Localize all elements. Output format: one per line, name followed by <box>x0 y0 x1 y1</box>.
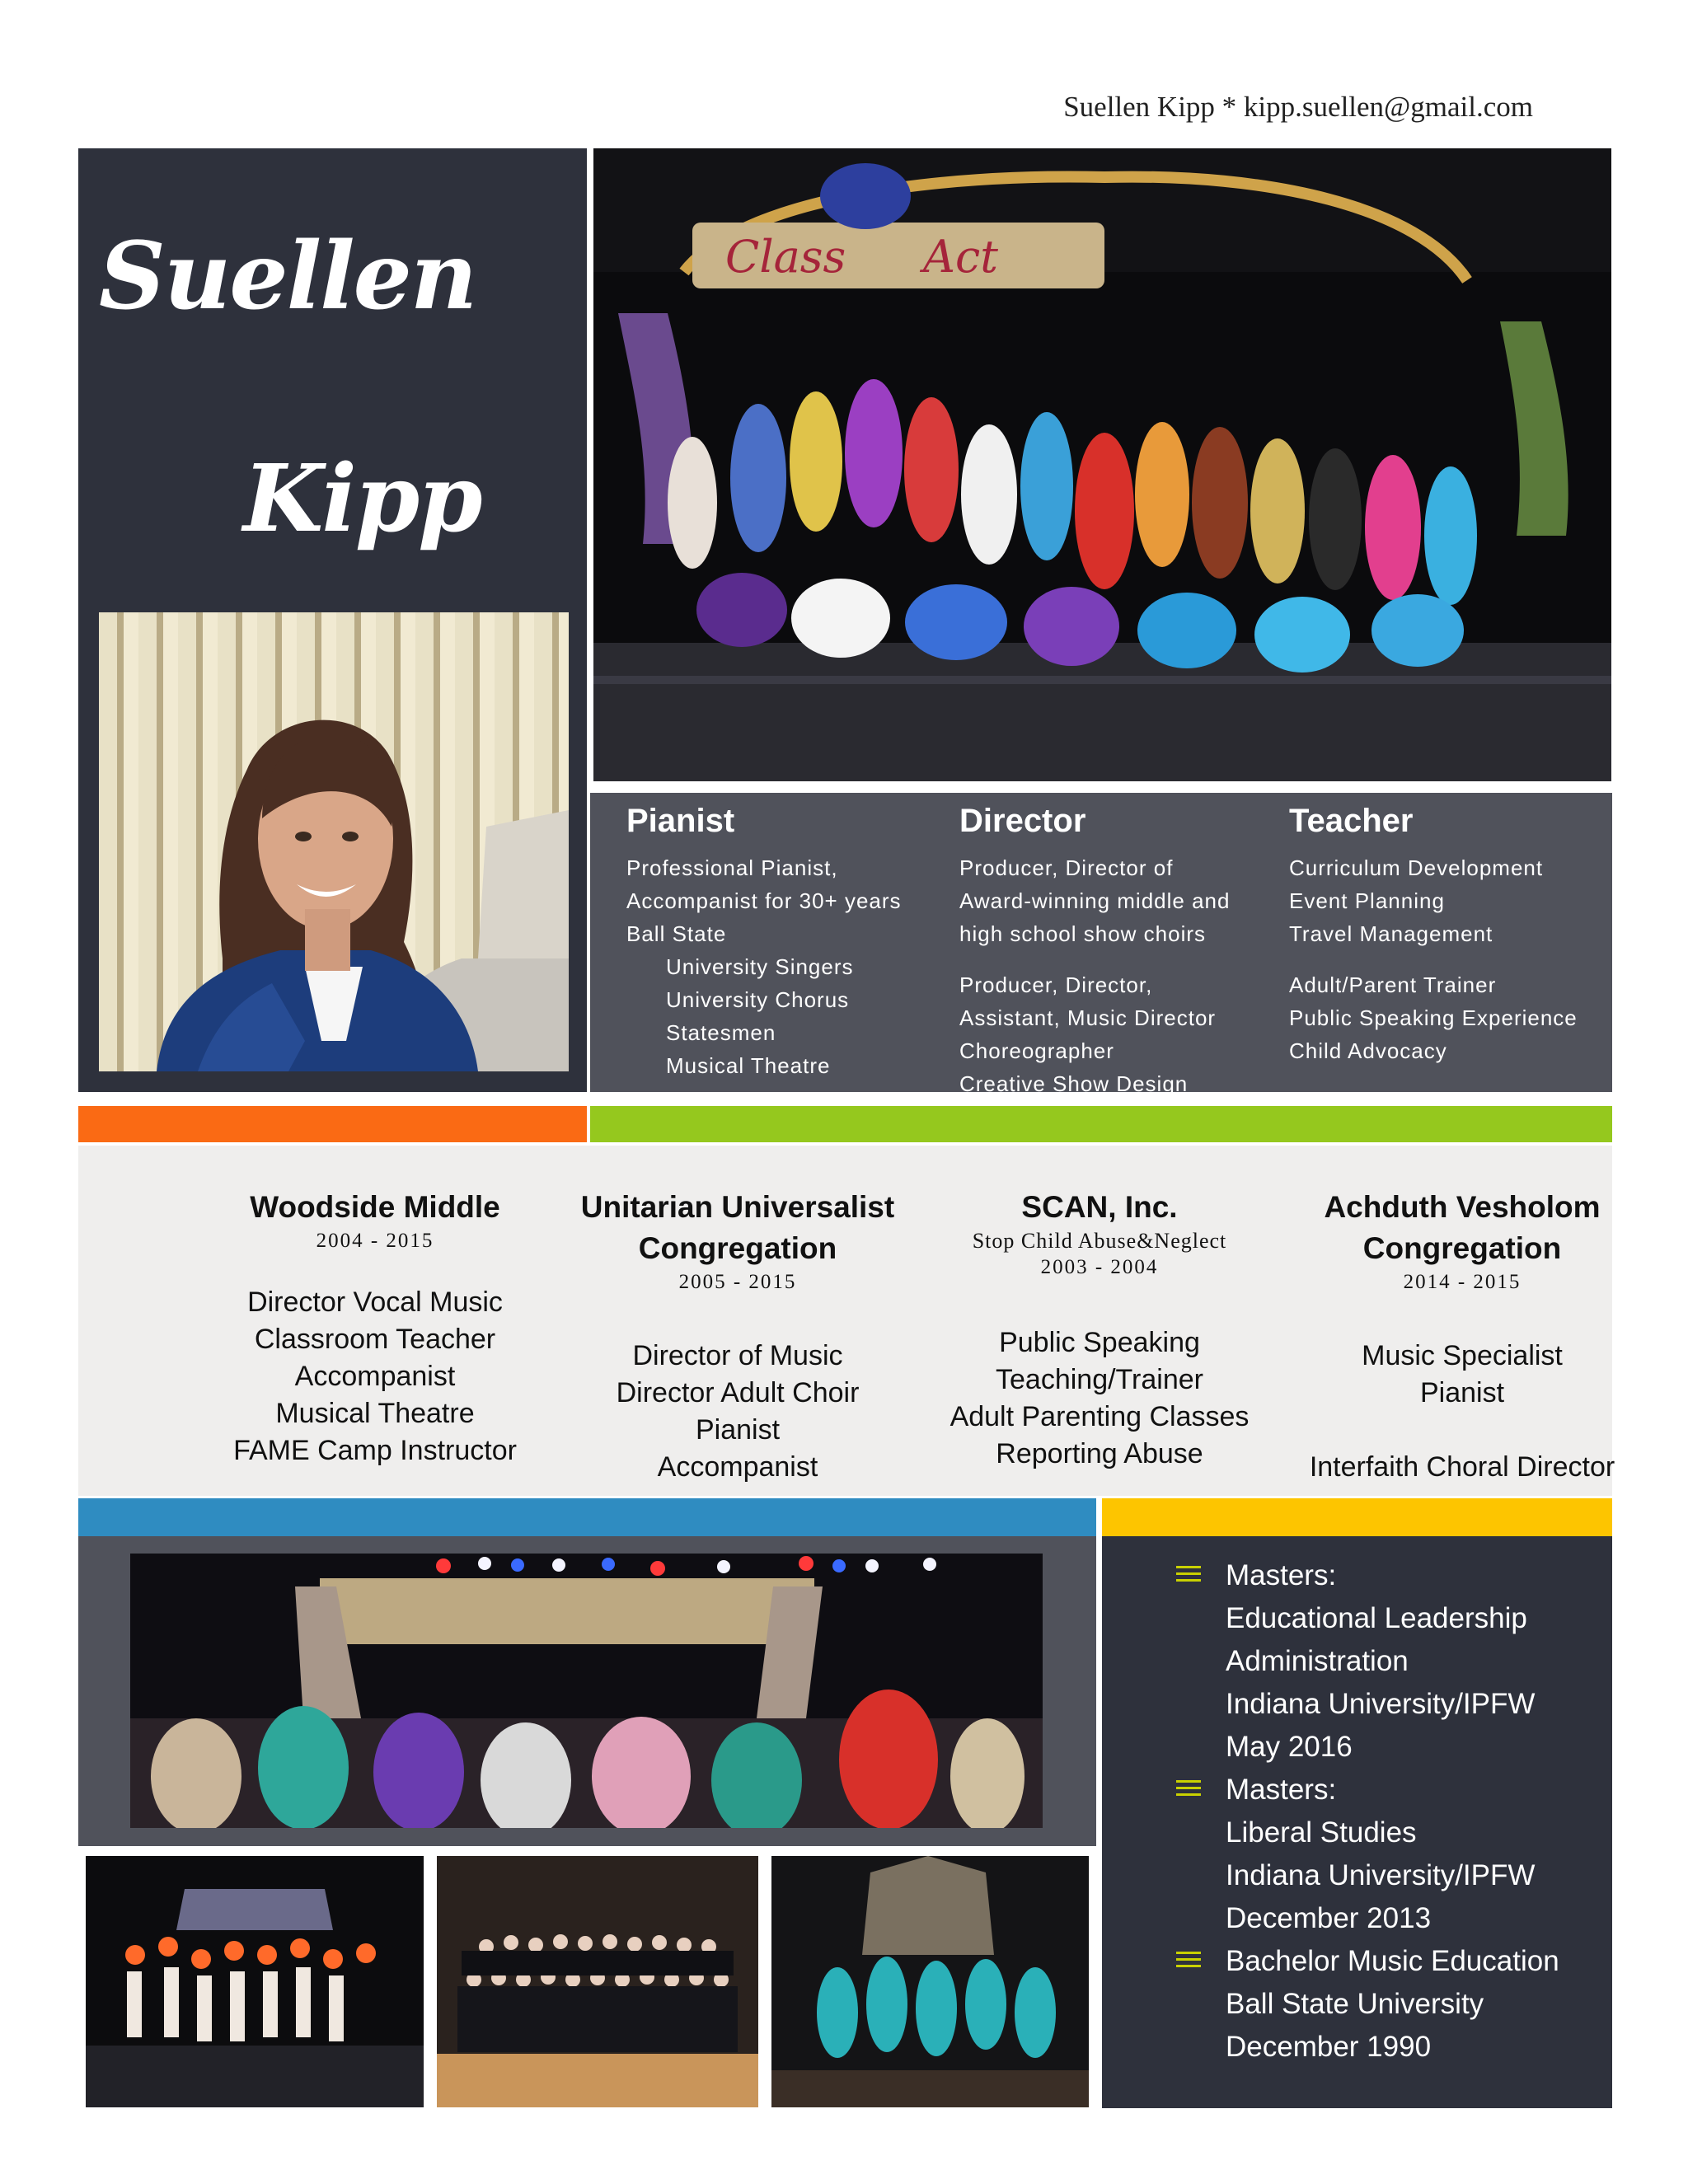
portrait-photo <box>99 612 569 1071</box>
experience-dates: 2005 - 2015 <box>678 1271 797 1293</box>
role-title: Pianist <box>626 803 735 839</box>
experience-role: Director of Music <box>632 1340 843 1371</box>
education-line: December 2013 <box>1226 1902 1432 1934</box>
experience-title: Unitarian Universalist <box>580 1190 895 1224</box>
orange-divider <box>78 1106 587 1142</box>
svg-text:Act: Act <box>923 231 998 283</box>
education-item <box>1176 1940 1605 2069</box>
role-teacher <box>1289 803 1578 1067</box>
experience-role: Accompanist <box>657 1451 818 1483</box>
experience-woodside <box>194 1187 556 1469</box>
green-divider <box>590 1106 1612 1142</box>
education-line: December 1990 <box>1226 2031 1432 2063</box>
education-line: Educational Leadership <box>1226 1602 1527 1634</box>
experience-subtitle: Stop Child Abuse&Neglect <box>972 1229 1227 1253</box>
role-line: Professional Pianist, <box>626 855 838 880</box>
experience-title: Woodside Middle <box>250 1190 500 1224</box>
role-director <box>959 803 1230 1100</box>
role-line: Child Advocacy <box>1289 1038 1447 1063</box>
role-line: Travel Management <box>1289 921 1493 946</box>
role-line: high school show choirs <box>959 921 1207 946</box>
contact-header: Suellen Kipp * kipp.suellen@gmail.com <box>1063 91 1533 123</box>
role-title: Teacher <box>1289 803 1414 839</box>
experience-role: Teaching/Trainer <box>996 1364 1203 1395</box>
yellow-divider <box>1102 1498 1612 1536</box>
last-name: Kipp <box>243 445 481 553</box>
experience-role: Director Adult Choir <box>616 1377 860 1408</box>
experience-scan <box>918 1187 1281 1473</box>
experience-role: Reporting Abuse <box>996 1438 1203 1469</box>
role-line: Curriculum Development <box>1289 855 1544 880</box>
role-line: Event Planning <box>1289 888 1445 913</box>
education-list <box>1176 1554 1605 2069</box>
education-line: May 2016 <box>1226 1731 1353 1763</box>
education-line: Masters: <box>1226 1559 1337 1591</box>
role-line: Assistant, Music Director <box>959 1005 1217 1030</box>
role-line: University Chorus <box>666 987 850 1012</box>
experience-role: Public Speaking <box>999 1327 1200 1358</box>
role-line: Producer, Director of <box>959 855 1174 880</box>
experience-role: Pianist <box>1419 1377 1505 1408</box>
education-line: Masters: <box>1226 1774 1337 1806</box>
experience-role: Pianist <box>695 1414 781 1446</box>
role-line: Statesmen <box>666 1020 776 1045</box>
experience-dates: 2003 - 2004 <box>1040 1256 1159 1278</box>
list-bullet-icon <box>1176 1780 1201 1800</box>
experience-section <box>78 1146 1615 1496</box>
experience-title: Congregation <box>1362 1231 1562 1265</box>
role-line: Creative Show Design <box>959 1071 1189 1096</box>
education-line: Administration <box>1226 1645 1409 1677</box>
experience-role: Musical Theatre <box>275 1398 475 1429</box>
role-line: Ball State <box>626 921 727 946</box>
role-line: Award-winning middle and <box>959 888 1231 913</box>
experience-role: Director Vocal Music <box>247 1286 503 1318</box>
choir-group-photo <box>437 1856 758 2107</box>
role-line: Public Speaking Experience <box>1289 1005 1578 1030</box>
experience-dates: 2004 - 2015 <box>316 1230 434 1252</box>
first-name: Suellen <box>99 223 476 330</box>
show-choir-stage-photo <box>593 148 1611 781</box>
education-item <box>1176 1769 1605 1940</box>
experience-title: Achduth Vesholom <box>1324 1190 1601 1224</box>
education-line: Indiana University/IPFW <box>1226 1859 1536 1891</box>
role-pianist <box>626 803 902 1082</box>
education-line: Indiana University/IPFW <box>1226 1688 1536 1720</box>
education-panel <box>1102 1536 1612 2108</box>
experience-title: SCAN, Inc. <box>1021 1190 1178 1224</box>
experience-achduth <box>1281 1187 1643 1486</box>
experience-dates: 2014 - 2015 <box>1403 1271 1522 1293</box>
list-bullet-icon <box>1176 1566 1201 1586</box>
costumed-group-photo <box>771 1856 1089 2107</box>
education-line: Liberal Studies <box>1226 1816 1417 1849</box>
experience-unitarian <box>556 1187 919 1486</box>
education-line: Ball State University <box>1226 1988 1484 2020</box>
role-title: Director <box>959 803 1086 839</box>
role-line: Accompanist for 30+ years <box>626 888 902 913</box>
blue-divider <box>78 1498 1096 1536</box>
experience-role: Classroom Teacher <box>254 1324 496 1355</box>
role-line: Musical Theatre <box>666 1053 831 1078</box>
experience-role: Adult Parenting Classes <box>950 1401 1250 1432</box>
role-line: University Singers <box>666 954 854 979</box>
education-line: Bachelor Music Education <box>1226 1945 1559 1977</box>
show-choir-dance-photo <box>86 1856 424 2107</box>
experience-role: FAME Camp Instructor <box>233 1435 517 1466</box>
role-line: Adult/Parent Trainer <box>1289 972 1497 997</box>
svg-text:Class: Class <box>725 231 846 283</box>
experience-role: Accompanist <box>294 1361 456 1392</box>
experience-role: Interfaith Choral Director <box>1309 1451 1615 1483</box>
list-bullet-icon <box>1176 1952 1201 1971</box>
role-line: Producer, Director, <box>959 972 1153 997</box>
roles-band <box>590 793 1612 1096</box>
show-choir-performance-photo <box>130 1554 1043 1828</box>
experience-role: Music Specialist <box>1362 1340 1563 1371</box>
experience-title: Congregation <box>638 1231 837 1265</box>
role-line: Choreographer <box>959 1038 1114 1063</box>
education-item <box>1176 1554 1605 1769</box>
